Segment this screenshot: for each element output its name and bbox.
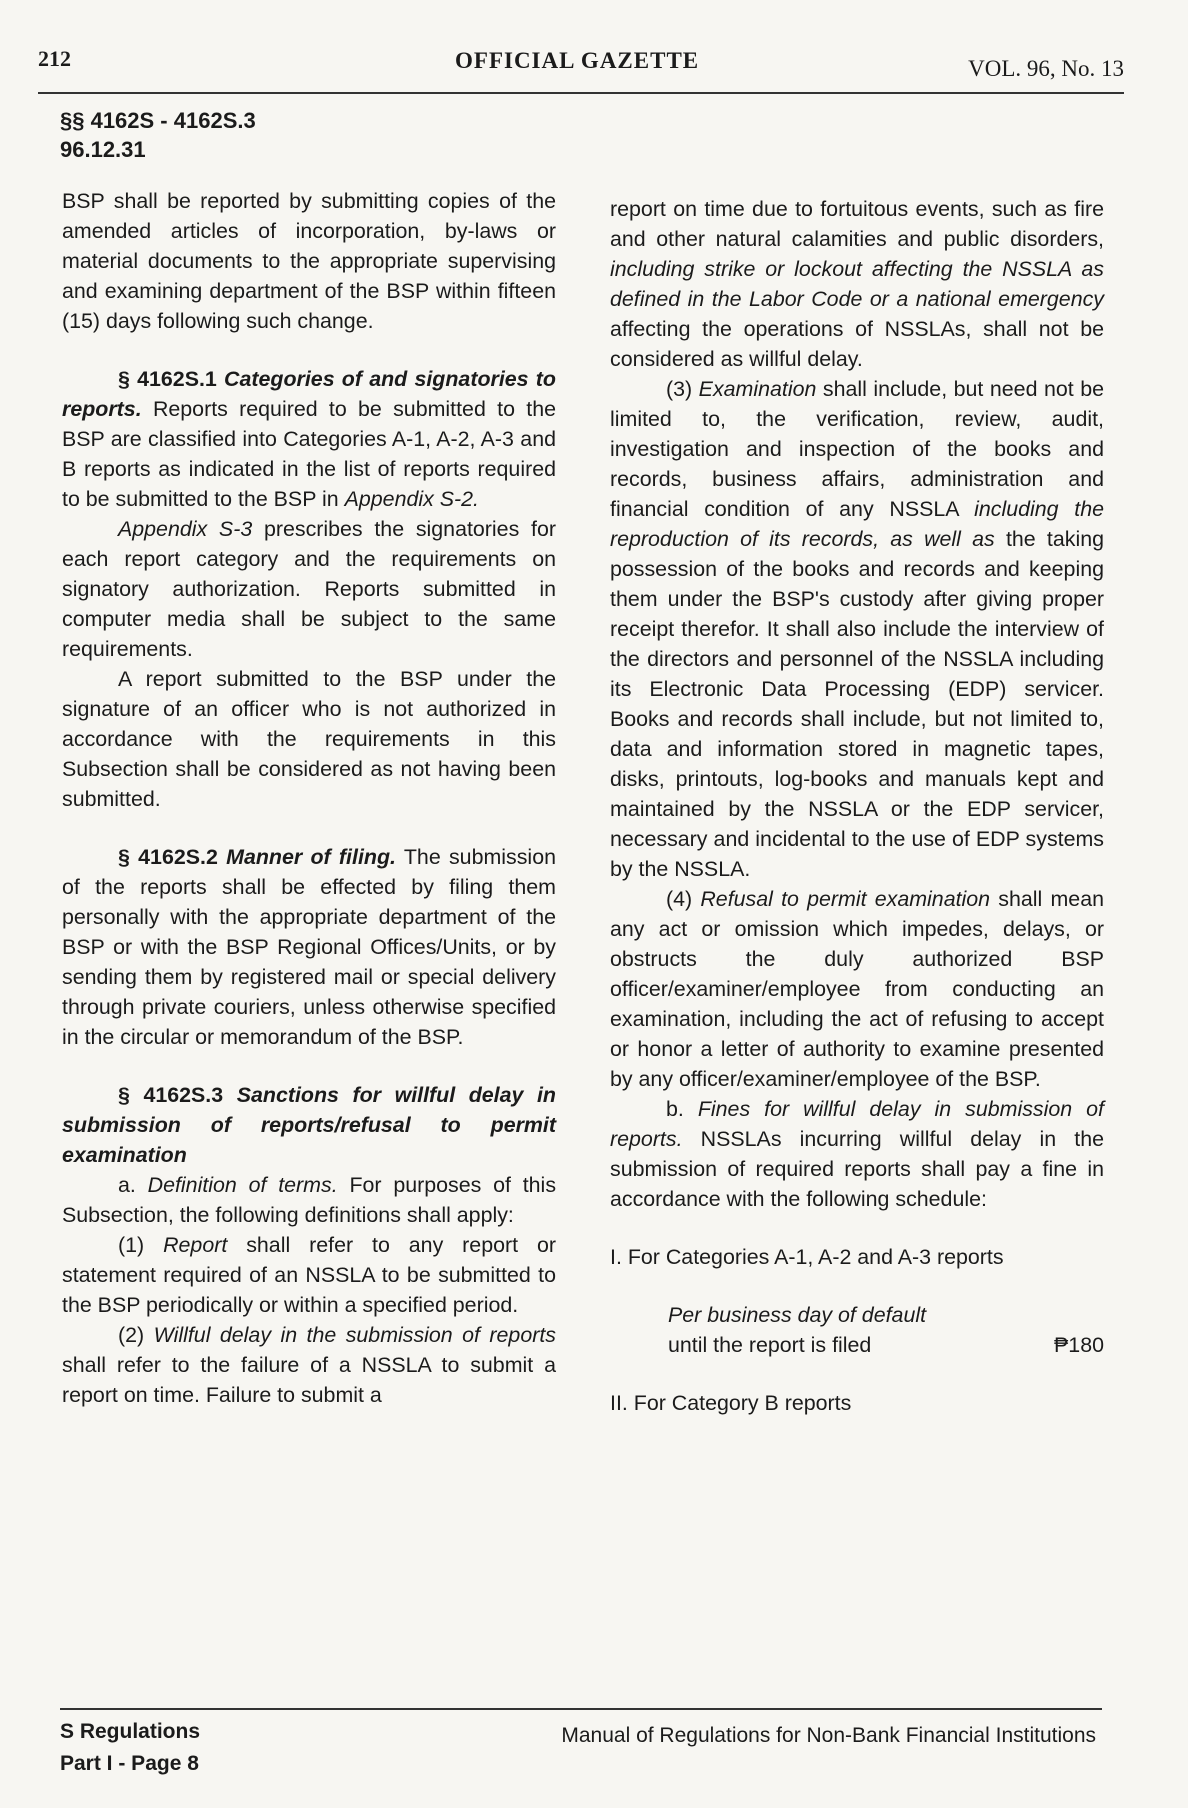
definition-1 (62, 1230, 556, 1320)
section-number: § 4162S.3 (118, 1083, 224, 1107)
item-text-italic: including the reproduction of its records, as well as (610, 497, 1104, 551)
section-number: § 4162S.1 (118, 367, 217, 391)
section-4162s2 (62, 842, 556, 1052)
definition-a (62, 1170, 556, 1230)
section-reference (60, 106, 256, 164)
page-number: 212 (38, 46, 71, 71)
schedule-sub-1 (610, 1300, 1104, 1360)
volume-number: VOL. 96, No. 13 (968, 56, 1124, 81)
term: Fines for willful delay in submission of reports. (610, 1097, 1104, 1151)
right-column (610, 194, 1104, 1418)
left-column (62, 186, 556, 1410)
paragraph (610, 194, 1104, 374)
item-label: b. (666, 1097, 684, 1121)
item-label: (4) (666, 887, 693, 911)
item-text: NSSLAs incurring willful delay in the submission of required reports shall pay a fine in accordance with the following schedule: (610, 1127, 1104, 1211)
definition-2 (62, 1320, 556, 1410)
regulation-series: S Regulations (60, 1720, 201, 1743)
publication-title: OFFICIAL GAZETTE (455, 48, 700, 73)
appendix-reference: Appendix S-3 (118, 517, 253, 541)
section-range: §§ 4162S - 4162S.3 (60, 108, 256, 133)
item-text: the taking possession of the books and records and keeping them under the BSP's custody after giving proper receipt therefor. It shall also include the interview of the directors and personnel of the NSSLA including its Electronic Data Processing (EDP) servicer. Books and records shall include, but not limited to, data and information stored in magnetic tapes, disks, printouts, log-books and manuals kept and maintained by the NSSLA or the EDP servicer, necessary and incidental to the use of EDP systems by the NSSLA. (610, 527, 1104, 881)
item-label: (1) (118, 1233, 145, 1257)
term: Examination (698, 377, 817, 401)
section-title: Sanctions for willful delay in submission of reports/refusal to permit examination (62, 1083, 556, 1167)
definition-3 (610, 374, 1104, 884)
part-page: Part I - Page 8 (60, 1752, 199, 1775)
definition-4 (610, 884, 1104, 1094)
paragraph-text: affecting the operations of NSSLAs, shall not be considered as willful delay. (610, 317, 1104, 371)
section-title: Manner of filing. (226, 845, 396, 869)
section-4162s3 (62, 1080, 556, 1170)
paragraph (62, 514, 556, 664)
section-text: The submission of the reports shall be effected by filing them personally with the appropriate department of the BSP or with the BSP Regional Offices/Units, or by sending them by registered mail or special delivery through private couriers, unless otherwise specified in the circular or memorandum of the BSP. (62, 845, 556, 1049)
paragraph-text: prescribes the signatories for each report category and the requirements on signatory authorization. Reports submitted in computer media shall be subject to the same requirements. (62, 517, 556, 661)
schedule-sub-line: Per business day of default (668, 1303, 927, 1327)
schedule-item-1: I. For Categories A-1, A-2 and A-3 reports (610, 1245, 1004, 1269)
section-date: 96.12.31 (60, 137, 146, 162)
item-text: shall refer to any report or statement required of an NSSLA to be submitted to the BSP periodically or within a specified period. (62, 1233, 556, 1317)
item-label: a. (118, 1173, 136, 1197)
item-label: (3) (666, 377, 693, 401)
section-number: § 4162S.2 (118, 845, 218, 869)
term: Willful delay in the submission of reports (153, 1323, 556, 1347)
term: Report (163, 1233, 228, 1257)
manual-title: Manual of Regulations for Non-Bank Financial Institutions (561, 1724, 1096, 1747)
term: Definition of terms. (147, 1173, 338, 1197)
item-text: shall include, but need not be limited to, the verification, review, audit, investigation and inspection of the books and records, business affairs, administration and financial condition of any NSSLA (610, 377, 1104, 521)
fine-amount: ₱180 (1054, 1333, 1104, 1357)
item-text: shall mean any act or omission which impedes, delays, or obstructs the duly authorized BSP officer/examiner/employee from conducting an examination, including the act of refusing to accept or honor a letter of authority to examine presented by any officer/examiner/employee of the BSP. (610, 887, 1104, 1091)
section-text: Reports required to be submitted to the BSP are classified into Categories A-1, A-2, A-3 and B reports as indicated in the list of reports required to be submitted to the BSP in (62, 397, 556, 511)
header-rule (38, 92, 1124, 94)
paragraph: A report submitted to the BSP under the signature of an officer who is not authorized in accordance with the requirements in this Subsection shall be considered as not having been submitted. (62, 667, 556, 811)
paragraph: BSP shall be reported by submitting copies of the amended articles of incorporation, by-laws or material documents to the appropriate supervising and examining department of the BSP within fifteen (15) days following such change. (62, 189, 556, 333)
schedule-item-2: II. For Category B reports (610, 1391, 852, 1415)
appendix-reference: Appendix S-2. (344, 487, 479, 511)
fines-b (610, 1094, 1104, 1214)
schedule-sub-line: until the report is filed (668, 1333, 872, 1357)
item-text: For purposes of this Subsection, the following definitions shall apply: (62, 1173, 557, 1227)
section-title: Categories of and signatories to reports. (62, 367, 556, 421)
footer-rule (60, 1708, 1102, 1710)
item-text: shall refer to the failure of a NSSLA to submit a report on time. Failure to submit a (62, 1353, 556, 1407)
paragraph-text: report on time due to fortuitous events, such as fire and other natural calamities and public disorders, (610, 197, 1104, 251)
item-label: (2) (118, 1323, 145, 1347)
section-4162s1 (62, 364, 556, 514)
term: Refusal to permit examination (700, 887, 991, 911)
footer-left (60, 1716, 200, 1780)
paragraph-text-italic: including strike or lockout affecting the NSSLA as defined in the Labor Code or a national emergency (610, 257, 1104, 311)
